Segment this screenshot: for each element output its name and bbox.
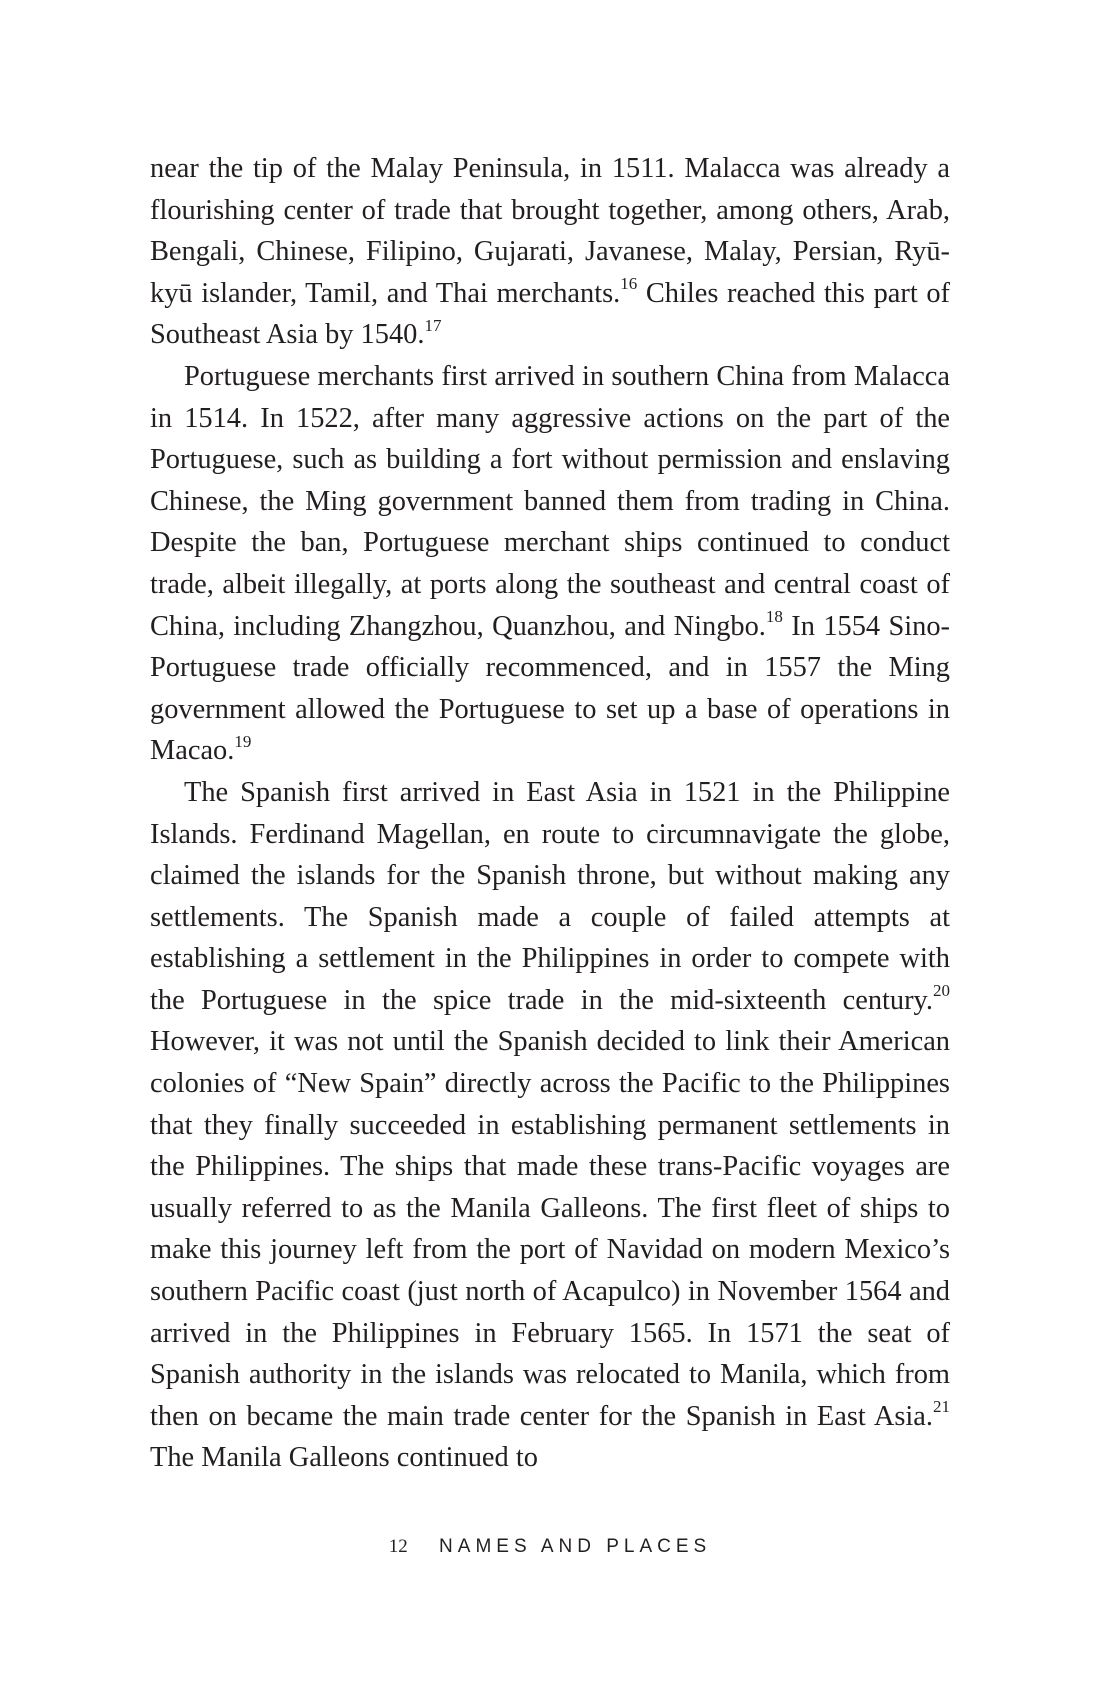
text-run: near the tip of the Malay Peninsula, in 1511. Malacca was already a flourishing center of trade that brought together, among others, Arab, Bengali, Chinese, Filipino, Gujarati, Javanese, Malay, Persian, Ryū-kyū islander, Tamil, and Thai merchants. bbox=[150, 153, 950, 309]
text-run: Portuguese merchants first arrived in southern China from Malacca in 1514. In 1522, after many aggressive actions on the part of the Portuguese, such as building a fort without permission and enslaving Chinese, the Ming government banned them from trading in China. Despite the ban, Portuguese merchant ships continued to conduct trade, albeit illegally, at ports along the southeast and central coast of China, including Zhangzhou, Quanzhou, and Ningbo. bbox=[150, 360, 950, 642]
paragraph bbox=[150, 356, 950, 772]
footnote-ref[interactable]: 21 bbox=[933, 1397, 950, 1417]
footnote-ref[interactable]: 17 bbox=[424, 315, 442, 335]
page-footer bbox=[0, 1536, 1100, 1558]
body-text bbox=[150, 148, 950, 1479]
paragraph bbox=[150, 772, 950, 1479]
footnote-ref[interactable]: 20 bbox=[933, 981, 950, 1001]
text-run: In 1554 Sino-Portuguese trade officially recommenced, and in 1557 the Ming government allowed the Portuguese to set up a base of operations in Macao. bbox=[150, 610, 950, 767]
page-number: 12 bbox=[388, 1536, 408, 1557]
footnote-ref[interactable]: 16 bbox=[620, 274, 638, 294]
running-head: NAMES AND PLACES bbox=[439, 1536, 712, 1557]
text-run: The Spanish first arrived in East Asia in 1521 in the Philippine Islands. Ferdinand Magellan, en route to circumnavigate the globe, claimed the islands for the Spanish throne, but without making any settlements. The Spanish made a couple of failed attempts at establishing a settlement in the Philippines in order to compete with the Portuguese in the spice trade in the mid-sixteenth century. bbox=[150, 776, 950, 1016]
paragraph bbox=[150, 148, 950, 356]
text-run: However, it was not until the Spanish decided to link their American colonies of “New Spain” directly across the Pacific to the Philippines that they finally succeeded in establishing permanent settlements in the Philippines. The ships that made these trans-Pacific voyages are usually referred to as the Manila Galleons. The first fleet of ships to make this journey left from the port of Navidad on modern Mexico’s southern Pacific coast (just north of Acapulco) in November 1564 and arrived in the Philippines in February 1565. In 1571 the seat of Spanish authority in the islands was relocated to Manila, which from then on became the main trade center for the Spanish in East Asia. bbox=[150, 1026, 950, 1432]
text-run: Chiles reached this part of Southeast Asia by 1540. bbox=[150, 277, 950, 351]
text-run: The Manila Galleons continued to bbox=[150, 1442, 538, 1474]
footnote-ref[interactable]: 19 bbox=[234, 731, 252, 751]
footnote-ref[interactable]: 18 bbox=[765, 607, 783, 627]
